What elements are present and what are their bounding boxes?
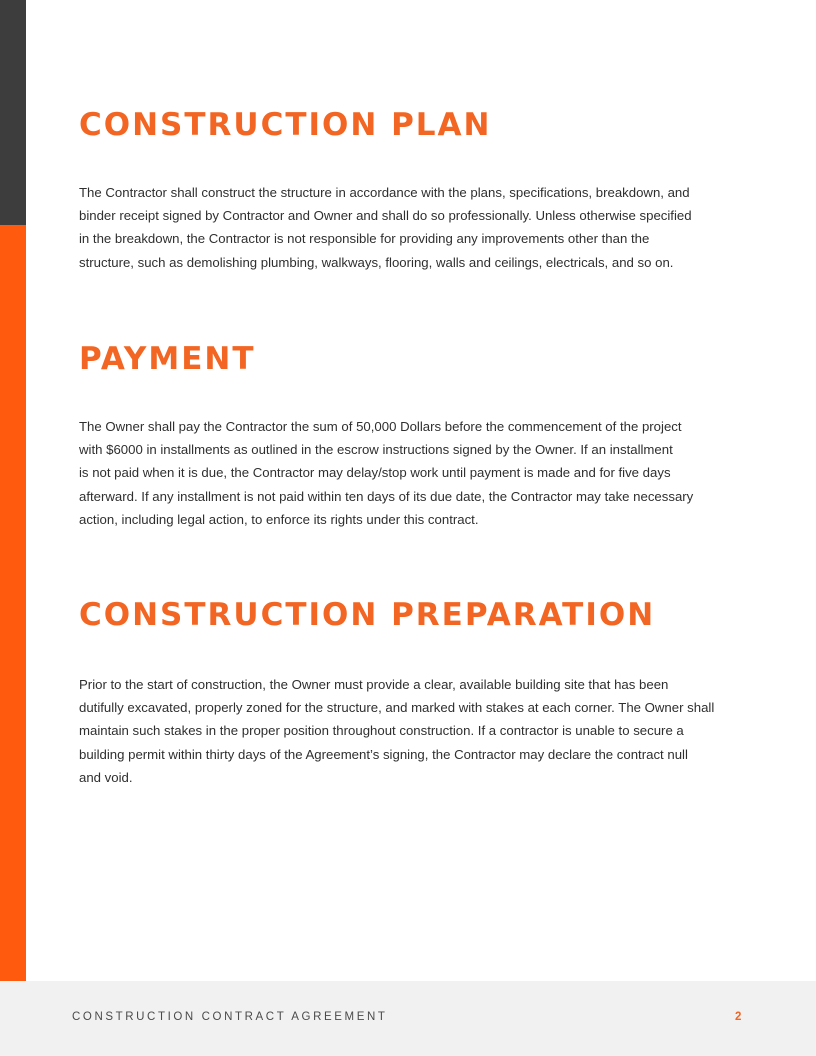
side-bar-dark (0, 0, 26, 225)
paragraph-line: The Owner shall pay the Contractor the sum of 50,000 Dollars before the commencement of the project (79, 419, 682, 434)
paragraph-line: binder receipt signed by Contractor and Owner and shall do so professionally. Unless otherwise specified (79, 208, 692, 224)
paragraph-line: structure, such as demolishing plumbing, walkways, flooring, walls and ceilings, electricals, and so on. (79, 254, 674, 270)
paragraph-line: maintain such stakes in the proper position throughout construction. If a contractor is unable to secure a (79, 723, 684, 739)
page-number: 2 (735, 1011, 742, 1023)
section-heading: CONSTRUCTION PREPARATION (79, 597, 656, 633)
paragraph-line: is not paid when it is due, the Contractor may delay/stop work until payment is made and for five days (79, 465, 671, 481)
page-footer (0, 981, 816, 1056)
paragraph-line: The Contractor shall construct the structure in accordance with the plans, specifications, breakdown, and (79, 185, 690, 200)
section-paragraph (79, 415, 693, 531)
section-heading: PAYMENT (79, 341, 256, 377)
paragraph-line: action, including legal action, to enforce its rights under this contract. (79, 511, 479, 527)
section-paragraph (79, 673, 714, 789)
paragraph-line: afterward. If any installment is not paid within ten days of its due date, the Contractor may take necessary (79, 488, 694, 504)
paragraph-line: and void. (79, 769, 133, 785)
paragraph-line: in the breakdown, the Contractor is not responsible for providing any improvements other than the (79, 231, 650, 247)
paragraph-line: Prior to the start of construction, the Owner must provide a clear, available building site that has been (79, 677, 669, 692)
section-heading: CONSTRUCTION PLAN (79, 107, 492, 143)
side-bar-accent (0, 225, 26, 981)
footer-document-title: CONSTRUCTION CONTRACT AGREEMENT (72, 1011, 388, 1023)
section-paragraph (79, 181, 692, 274)
paragraph-line: with $6000 in installments as outlined in the escrow instructions signed by the Owner. If an installment (79, 442, 673, 458)
paragraph-line: dutifully excavated, properly zoned for the structure, and marked with stakes at each corner. The Owner shall (79, 700, 715, 716)
paragraph-line: building permit within thirty days of the Agreement’s signing, the Contractor may declare the contract null (79, 746, 688, 762)
